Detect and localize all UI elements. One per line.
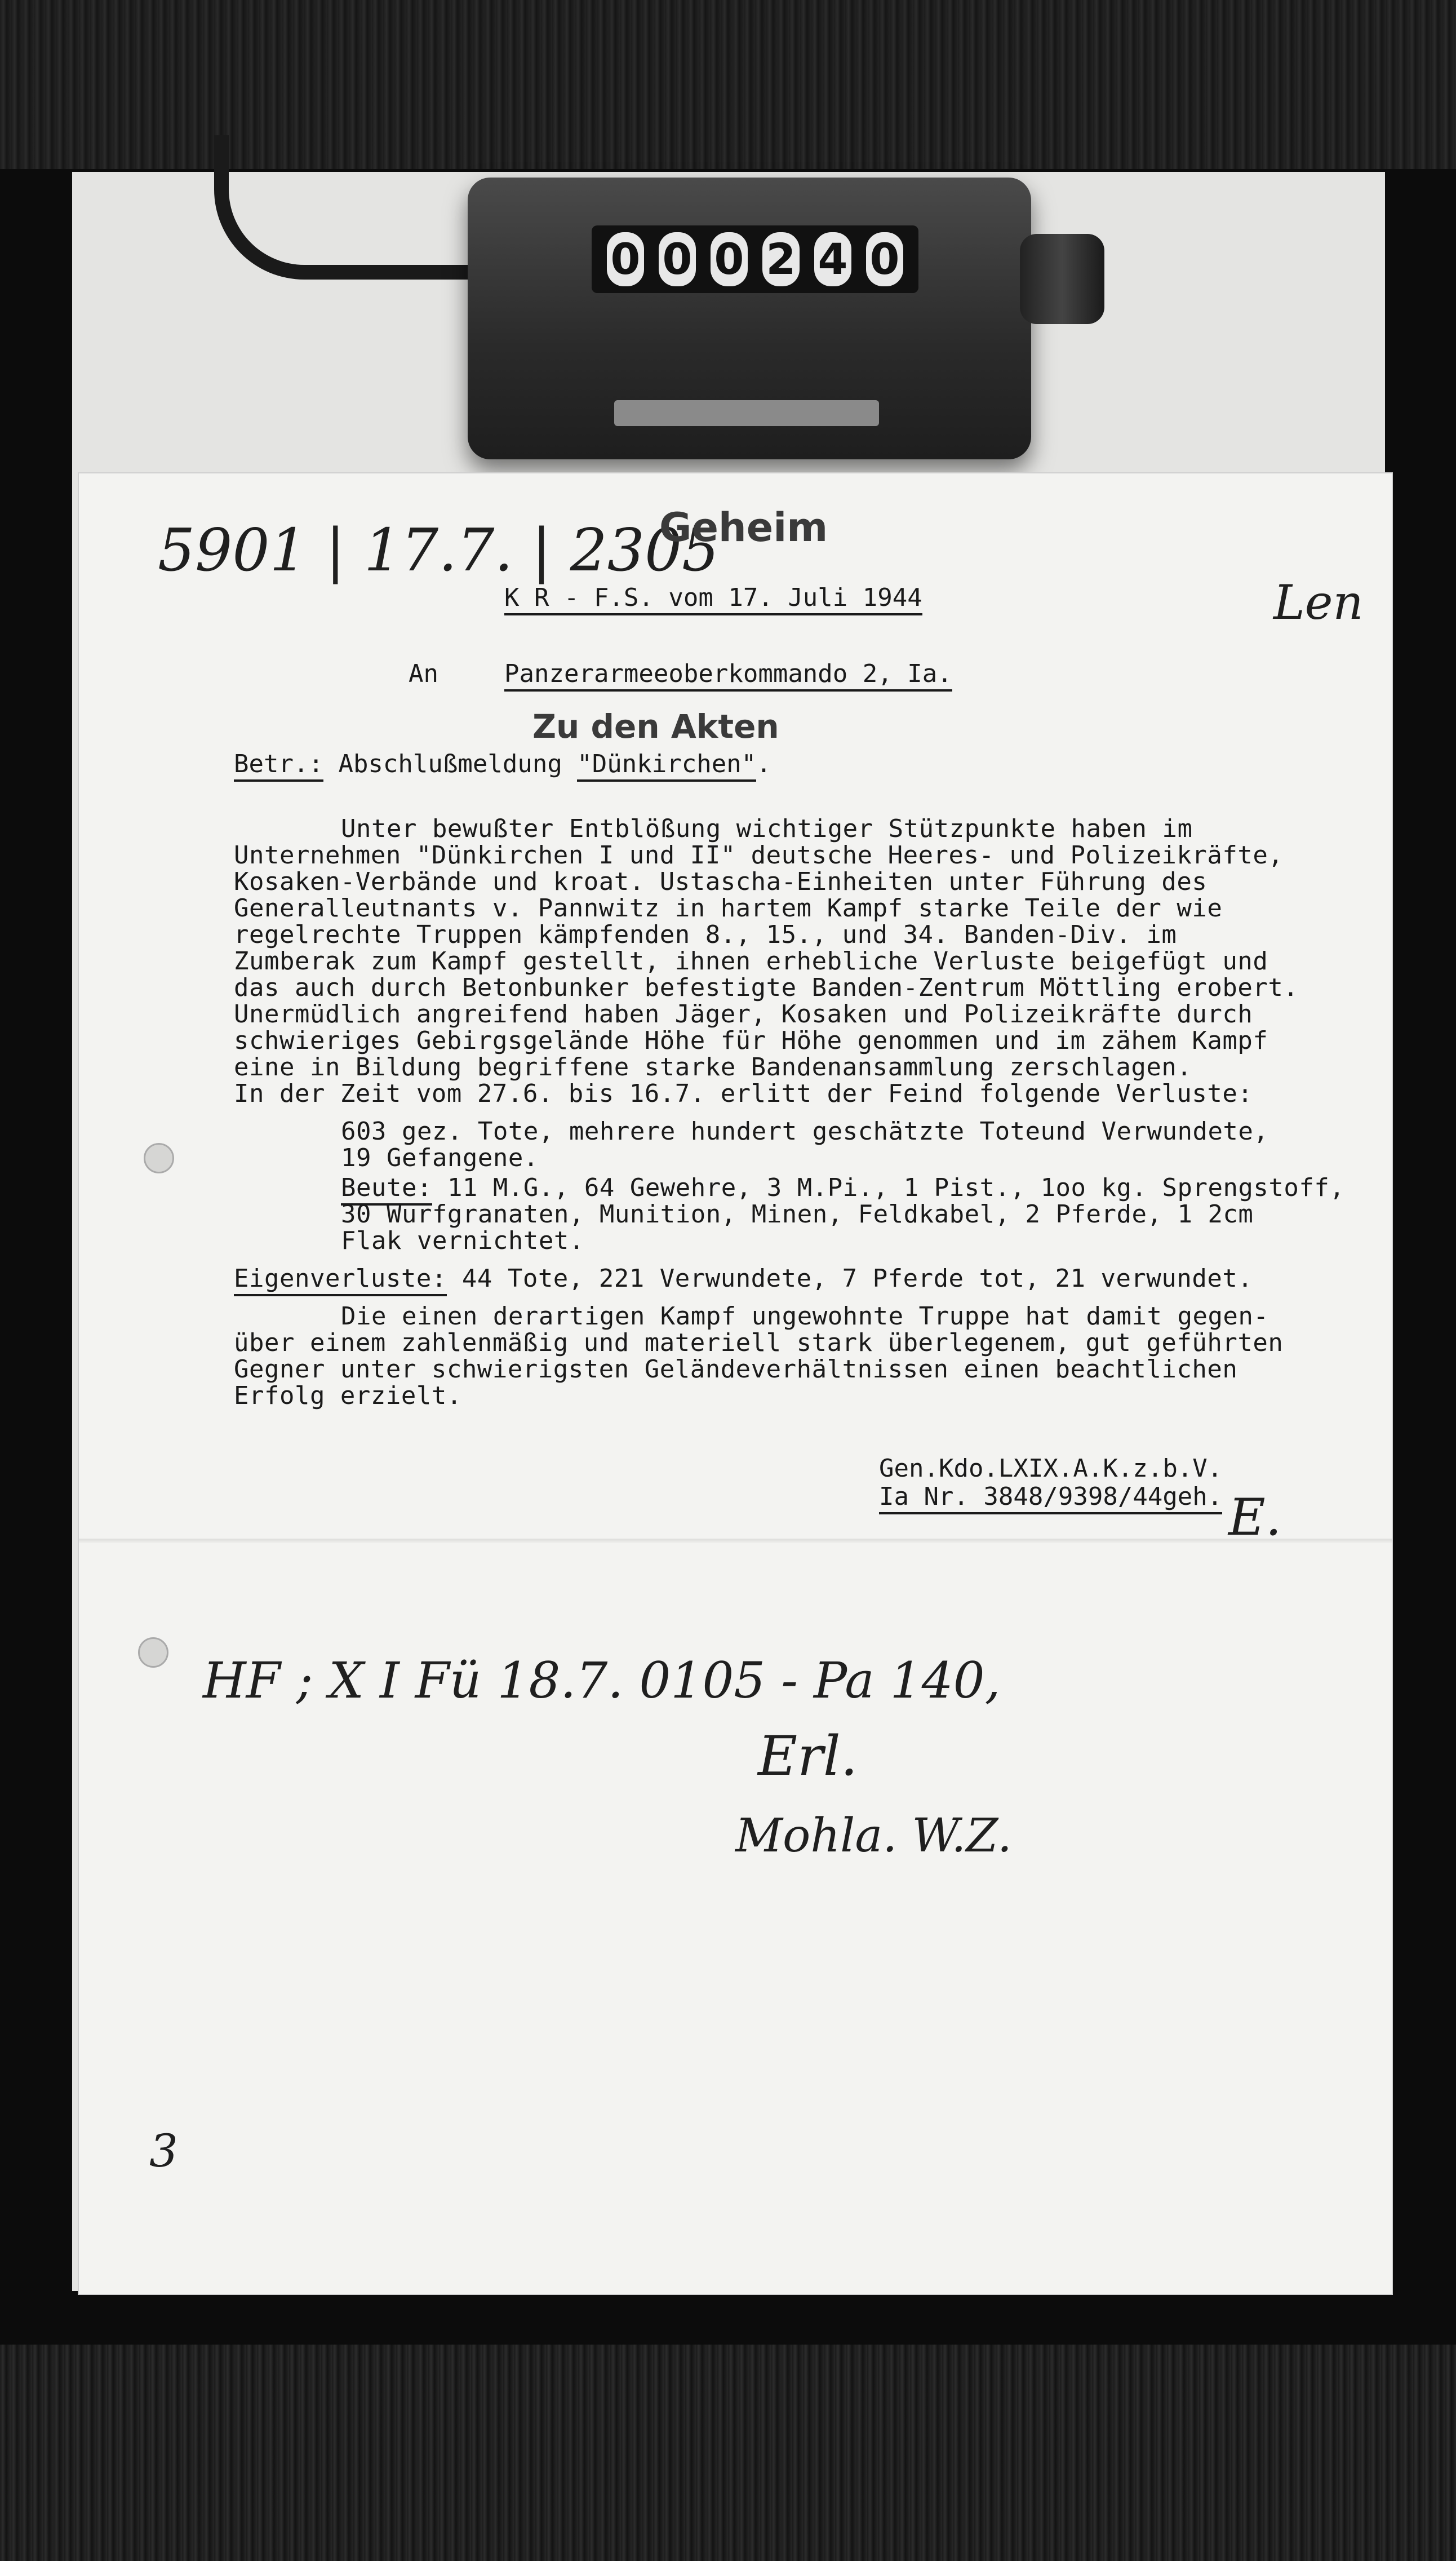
address-label: An: [409, 659, 438, 688]
handwritten-initials: Len: [1273, 575, 1364, 630]
punch-hole: [144, 1143, 174, 1173]
counter-digit: 2: [762, 232, 800, 286]
stamp-geheim: Geheim: [659, 504, 828, 551]
handwritten-signature: Mohla. W.Z.: [735, 1809, 1012, 1863]
film-border-bottom: [0, 2345, 1456, 2561]
subject-line: [234, 750, 771, 778]
beute-label: Beute:: [341, 1173, 432, 1206]
closing-line: Erfolg erzielt.: [234, 1381, 462, 1410]
page-fold: [79, 1539, 1392, 1543]
losses-line: 19 Gefangene.: [341, 1144, 539, 1172]
counter-digit: 0: [711, 232, 748, 286]
own-losses-line: [234, 1264, 1253, 1293]
body-line: schwieriges Gebirgsgelände Höhe für Höhe genommen und im zähem Kampf: [234, 1026, 1268, 1055]
closing-line: über einem zahlenmäßig und materiell stark überlegenem, gut geführten: [234, 1328, 1284, 1357]
body-line: Unternehmen "Dünkirchen I und II" deutsche Heeres- und Polizeikräfte,: [234, 841, 1284, 870]
subject-period: .: [756, 750, 771, 778]
stamp-zu-den-akten: Zu den Akten: [532, 707, 779, 746]
signature-line-2: Ia Nr. 3848/9398/44geh.: [879, 1482, 1222, 1514]
counter-knob: [1020, 234, 1104, 324]
body-line: das auch durch Betonbunker befestigte Banden-Zentrum Möttling erobert.: [234, 973, 1299, 1002]
counter-digit: 0: [607, 232, 644, 286]
handwritten-receipt: HF ; X I Fü 18.7. 0105 - Pa 140,: [203, 1651, 1001, 1709]
body-line: Kosaken-Verbände und kroat. Ustascha-Einheiten unter Führung des: [234, 867, 1208, 896]
transmission-line: K R - F.S. vom 17. Juli 1944: [504, 583, 922, 615]
signature-mark: E.: [1228, 1488, 1282, 1547]
beute-line: 30 Wurfgranaten, Munition, Minen, Feldkabel, 2 Pferde, 1 2cm: [341, 1200, 1254, 1229]
body-line: In der Zeit vom 27.6. bis 16.7. erlitt der Feind folgende Verluste:: [234, 1079, 1253, 1108]
subject-text: Abschlußmeldung: [338, 750, 578, 778]
recipient: Panzerarmeeoberkommando 2, Ia.: [504, 659, 952, 692]
counter-cable: [214, 135, 499, 280]
body-line: Generalleutnants v. Pannwitz in hartem Kampf starke Teile der wie: [234, 894, 1223, 923]
counter-plate: [614, 400, 879, 426]
closing-line: Gegner unter schwierigsten Geländeverhältnissen einen beachtlichen: [234, 1355, 1238, 1384]
closing-line: Die einen derartigen Kampf ungewohnte Truppe hat damit gegen-: [341, 1302, 1269, 1331]
punch-hole: [138, 1637, 168, 1668]
beute-line: [341, 1173, 1344, 1202]
body-line: eine in Bildung begriffene starke Bandenansammlung zerschlagen.: [234, 1053, 1192, 1082]
own-losses-label: Eigenverluste:: [234, 1264, 447, 1296]
beute-line: Flak vernichtet.: [341, 1226, 584, 1255]
body-line: Zumberak zum Kampf gestellt, ihnen erhebliche Verluste beigefügt und: [234, 947, 1268, 976]
subject-quoted: "Dünkirchen": [577, 750, 756, 782]
handwritten-corner-mark: 3: [149, 2125, 178, 2177]
body-line: Unermüdlich angreifend haben Jäger, Kosaken und Polizeikräfte durch: [234, 1000, 1253, 1029]
counter-digit: 0: [866, 232, 903, 286]
beute-text: 11 M.G., 64 Gewehre, 3 M.Pi., 1 Pist., 1oo kg. Sprengstoff,: [432, 1173, 1345, 1202]
body-line: regelrechte Truppen kämpfenden 8., 15., und 34. Banden-Div. im: [234, 920, 1177, 949]
losses-line: 603 gez. Tote, mehrere hundert geschätzte Toteund Verwundete,: [341, 1117, 1269, 1146]
counter-digit: 4: [814, 232, 851, 286]
body-line: Unter bewußter Entblößung wichtiger Stützpunkte haben im: [341, 814, 1193, 843]
signature-line-1: Gen.Kdo.LXIX.A.K.z.b.V.: [879, 1454, 1223, 1483]
counter-display: [592, 225, 918, 293]
subject-label: Betr.:: [234, 750, 323, 782]
own-losses-text: 44 Tote, 221 Verwundete, 7 Pferde tot, 21 verwundet.: [446, 1264, 1253, 1293]
counter-digit: 0: [659, 232, 696, 286]
handwritten-erl: Erl.: [758, 1725, 858, 1788]
handwritten-reference: 5901 | 17.7. | 2305: [158, 516, 720, 584]
